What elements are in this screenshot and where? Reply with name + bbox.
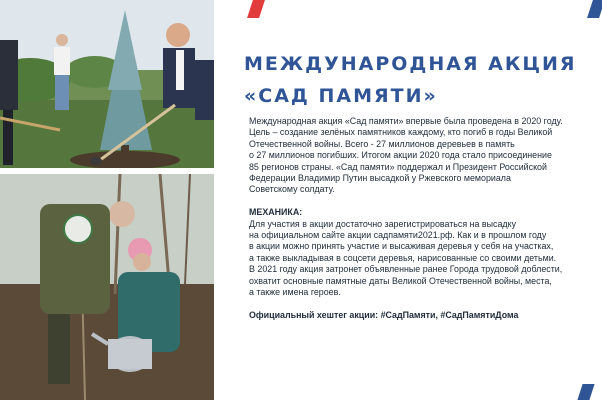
mechanics-line: а также выкладывая в соцсети деревья, нарисованные со своими детьми.: [249, 252, 557, 263]
official-hashtags: Официальный хештег акции: #СадПамяти, #СадПамятиДома: [249, 309, 519, 320]
title-line-1: МЕЖДУНАРОДНАЯ АКЦИЯ: [244, 53, 577, 75]
mechanics-line: Для участия в акции достаточно зарегистрироваться на высадку: [249, 218, 517, 229]
intro-line: Цель – создание зелёных памятников каждому, кто погиб в годы Великой: [249, 127, 553, 138]
intro-line: Отечественной войны. Всего - 27 миллионов деревьев в память: [249, 138, 515, 149]
blue-stripe-bottom-right: [577, 384, 594, 400]
hashtag-line: [249, 310, 595, 321]
intro-line: Федерации Владимир Путин высадкой у Ржевского мемориала: [249, 173, 511, 184]
red-stripe-top-right: [247, 0, 265, 18]
intro-line: Советскому солдату.: [249, 184, 335, 195]
intro-line: Международная акция «Сад памяти» впервые была проведена в 2020 году.: [249, 116, 563, 126]
mechanics-heading: МЕХАНИКА:: [249, 207, 303, 218]
photo-tree-planting-ceremony: [0, 0, 214, 168]
intro-line: о 27 миллионов погибших. Итогом акции 2020 года стало присоединение: [249, 150, 552, 161]
article-body: [249, 116, 595, 321]
photo-volunteers-planting: [0, 174, 214, 400]
intro-line: 85 регионов страны. «Сад памяти» поддержал и Президент Российской: [249, 161, 547, 172]
mechanics-line: на официальном сайте акции садпамяти2021.рф. Как и в прошлом году: [249, 230, 547, 241]
mechanics-line: в акции можно принять участие и высаживая деревья у себя на участках,: [249, 241, 554, 252]
blue-stripe-top-right: [587, 0, 602, 18]
mechanics-line: а также имена героев.: [249, 287, 341, 298]
mechanics-line: В 2021 году акция затронет объявленные ранее Города трудовой доблести,: [249, 264, 563, 275]
mechanics-section: [249, 207, 595, 298]
title-line-2: «САД ПАМЯТИ»: [244, 85, 438, 107]
mechanics-line: охватит основные памятные даты Великой Отечественной войны, места,: [249, 275, 552, 286]
page-title: [244, 48, 584, 112]
intro-paragraph: [249, 116, 595, 196]
